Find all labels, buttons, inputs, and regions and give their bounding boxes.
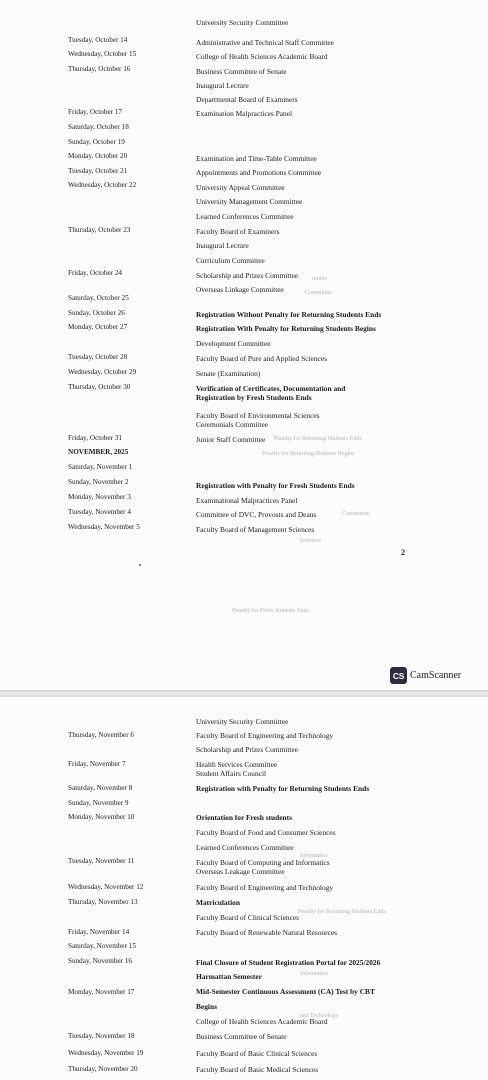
schedule-event: Junior Staff Committee	[196, 435, 266, 444]
schedule-event: University Security Committee	[196, 717, 289, 726]
schedule-event: Registration With Penalty for Returning Students Begins	[196, 324, 376, 333]
schedule-date: Friday, November 14	[68, 928, 130, 936]
schedule-date: Monday, October 20	[68, 152, 128, 160]
bleed-through-text: Penalty for Returning Students Ends	[298, 909, 386, 915]
bleed-through-text: Informatics	[300, 853, 328, 859]
schedule-event: Faculty Board of Computing and Informatics	[196, 858, 330, 867]
schedule-event: Learned Conferences Committee	[196, 212, 294, 221]
schedule-date: Tuesday, October 14	[68, 36, 128, 44]
camscanner-label: CamScanner	[410, 670, 462, 681]
schedule-date: Saturday, November 15	[68, 942, 136, 950]
schedule-event: Faculty Board of Environmental Sciences	[196, 411, 320, 420]
bleed-through-text: Penalty for Returning Students Begins	[262, 451, 355, 457]
page-separator	[0, 690, 488, 697]
schedule-date: Monday, November 3	[68, 493, 131, 501]
schedule-date: Tuesday, November 18	[68, 1032, 135, 1040]
schedule-event: Registration with Penalty for Fresh Students Ends	[196, 481, 355, 490]
schedule-event: Registration with Penalty for Returning Students Ends	[196, 784, 370, 793]
schedule-event: Mid-Semester Continuous Assessment (CA) Test by CBT	[196, 987, 375, 996]
page-number: 2	[401, 548, 405, 557]
schedule-event: Departmental Board of Examiners	[196, 95, 298, 104]
schedule-event: Registration by Fresh Students Ends	[196, 393, 312, 402]
schedule-event: Examination and Time-Table Committee	[196, 154, 317, 163]
schedule-date: Thursday, October 23	[68, 226, 131, 234]
scan-speck	[139, 564, 141, 566]
schedule-date: Friday, October 24	[68, 269, 123, 277]
schedule-event: Faculty Board of Basic Medical Sciences	[196, 1065, 319, 1074]
schedule-event: University Security Committee	[196, 18, 289, 27]
schedule-event: Faculty Board of Renewable Natural Resources	[196, 928, 337, 937]
schedule-event: Development Committee	[196, 339, 271, 348]
schedule-date: Monday, October 27	[68, 323, 128, 331]
schedule-event: Inaugural Lecture	[196, 241, 249, 250]
schedule-date: Sunday, October 19	[68, 138, 125, 146]
schedule-event: Faculty Board of Management Sciences	[196, 525, 315, 534]
schedule-event: Administrative and Technical Staff Committee	[196, 38, 334, 47]
bleed-through-text: Informatics	[300, 971, 328, 977]
bleed-through-text: mittee	[312, 276, 327, 282]
schedule-date: NOVEMBER, 2025	[68, 448, 129, 456]
schedule-date: Tuesday, October 28	[68, 353, 128, 361]
schedule-event: Orientation for Fresh students	[196, 813, 293, 822]
schedule-date: Sunday, October 26	[68, 309, 125, 317]
schedule-event: Appointments and Promotions Committee	[196, 168, 322, 177]
schedule-date: Friday, November 7	[68, 760, 126, 768]
schedule-date: Sunday, November 16	[68, 957, 133, 965]
schedule-date: Friday, October 17	[68, 108, 123, 116]
camscanner-logo-icon: CS	[390, 667, 407, 684]
schedule-date: Wednesday, November 5	[68, 523, 140, 531]
schedule-date: Sunday, November 9	[68, 799, 129, 807]
schedule-event: Examination Malpractices Panel	[196, 109, 293, 118]
schedule-date: Thursday, October 30	[68, 383, 131, 391]
schedule-date: Wednesday, October 15	[68, 50, 137, 58]
schedule-event: Scholarship and Prizes Committee	[196, 271, 299, 280]
schedule-event: Faculty Board of Engineering and Technology	[196, 731, 334, 740]
schedule-event: University Management Committee	[196, 197, 303, 206]
bleed-through-text: Sciences	[300, 538, 321, 544]
schedule-event: Learned Conferences Committee	[196, 843, 294, 852]
schedule-event: Senate (Examination)	[196, 369, 261, 378]
schedule-date: Thursday, November 20	[68, 1065, 138, 1073]
schedule-event: Curriculum Committee	[196, 256, 265, 265]
schedule-event: Student Affairs Council	[196, 769, 267, 778]
schedule-event: Business Committee of Senate	[196, 67, 287, 76]
schedule-event: Scholarship and Prizes Committee	[196, 745, 299, 754]
schedule-date: Thursday, October 16	[68, 65, 131, 73]
schedule-event: Inaugural Lecture	[196, 81, 249, 90]
schedule-date: Tuesday, October 21	[68, 167, 128, 175]
schedule-date: Wednesday, November 19	[68, 1049, 144, 1057]
schedule-date: Monday, November 17	[68, 988, 135, 996]
schedule-event: Committee of DVC, Provosts and Deans	[196, 510, 317, 519]
schedule-date: Tuesday, November 11	[68, 857, 135, 865]
schedule-event: Registration Without Penalty for Returning Students Ends	[196, 310, 382, 319]
schedule-date: Wednesday, November 12	[68, 883, 144, 891]
schedule-event: Faculty Board of Basic Clinical Sciences	[196, 1049, 318, 1058]
schedule-date: Wednesday, October 29	[68, 368, 137, 376]
bleed-through-text: Penalty for Fresh Students Ends	[232, 608, 309, 614]
bleed-through-text: and Technology	[300, 1013, 339, 1019]
schedule-event: Examinational Malpractices Panel	[196, 496, 298, 505]
schedule-event: Faculty Board of Pure and Applied Sciences	[196, 354, 327, 363]
schedule-date: Sunday, November 2	[68, 478, 129, 486]
schedule-event: Harmattan Semester	[196, 972, 262, 981]
schedule-event: Overseas Linkage Committee	[196, 285, 284, 294]
bleed-through-text: Committee	[305, 290, 332, 296]
schedule-date: Saturday, October 25	[68, 294, 129, 302]
schedule-event: Business Committee of Senate	[196, 1032, 287, 1041]
schedule-event: Faculty Board of Examiners	[196, 227, 280, 236]
camscanner-watermark	[390, 667, 461, 684]
schedule-event: Faculty Board of Clinical Sciences	[196, 913, 300, 922]
schedule-event: Begins	[196, 1002, 217, 1011]
schedule-date: Saturday, November 1	[68, 463, 133, 471]
schedule-event: Final Closure of Student Registration Portal for 2025/2026	[196, 958, 381, 967]
schedule-event: Health Services Committee	[196, 760, 278, 769]
schedule-date: Thursday, November 13	[68, 898, 138, 906]
schedule-date: Friday, October 31	[68, 434, 123, 442]
schedule-date: Thursday, November 6	[68, 731, 134, 739]
schedule-event: Ceremonials Committee	[196, 420, 269, 429]
schedule-date: Tuesday, November 4	[68, 508, 131, 516]
schedule-date: Monday, November 10	[68, 813, 135, 821]
schedule-date: Saturday, October 18	[68, 123, 129, 131]
schedule-event: Matriculation	[196, 898, 240, 907]
schedule-event: Verification of Certificates, Documentation and	[196, 384, 346, 393]
schedule-date: Saturday, November 8	[68, 784, 133, 792]
schedule-date: Wednesday, October 22	[68, 181, 137, 189]
bleed-through-text: Commattee	[342, 511, 370, 517]
schedule-event: University Appeal Committee	[196, 183, 285, 192]
schedule-event: College of Health Sciences Academic Board	[196, 52, 328, 61]
bleed-through-text: Penalty for Returning Students Ends	[274, 436, 362, 442]
scanned-page-2	[0, 697, 488, 1080]
schedule-event: Faculty Board of Food and Consumer Sciences	[196, 828, 336, 837]
schedule-event: Overseas Leakage Committee	[196, 867, 285, 876]
schedule-event: College of Health Sciences Academic Board	[196, 1017, 328, 1026]
schedule-event: Faculty Board of Engineering and Technology	[196, 883, 334, 892]
